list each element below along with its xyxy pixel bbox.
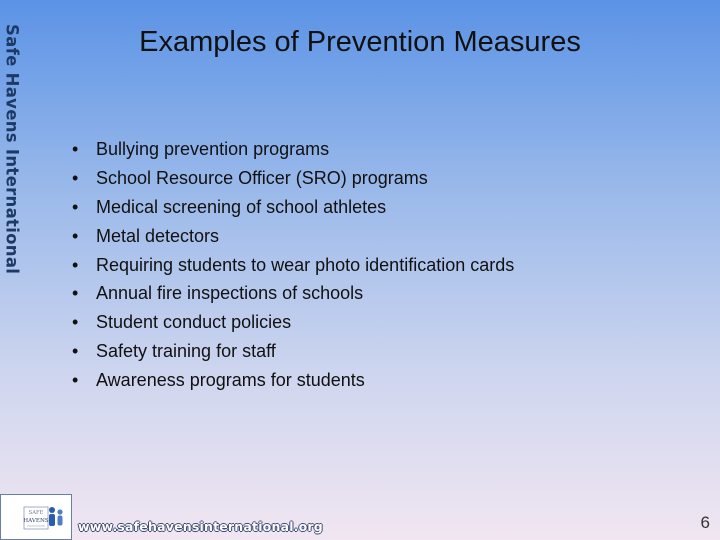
bullet-dot-icon: • (72, 254, 79, 275)
bullet-item (70, 222, 514, 251)
page-number: 6 (700, 513, 710, 532)
footer-website-url: www.safehavensinternational.org (78, 519, 323, 534)
bullet-item (70, 135, 514, 164)
vertical-brand-text-container (0, 18, 24, 280)
bullet-item (70, 308, 514, 337)
bullet-item (70, 366, 514, 395)
bullet-text: Bullying prevention programs (96, 139, 330, 159)
bullet-text: Medical screening of school athletes (96, 196, 387, 217)
logo-text-top: SAFE (28, 510, 44, 516)
bullet-item (70, 193, 514, 222)
bullet-text: Student conduct policies (96, 312, 292, 333)
vertical-brand-text: Safe Havens International (2, 23, 22, 275)
bullet-text: Annual fire inspections of schools (96, 283, 364, 304)
bullet-list (70, 135, 514, 395)
bullet-dot-icon: • (72, 225, 79, 246)
bullet-dot-icon: • (72, 341, 79, 362)
bullet-dot-icon: • (72, 370, 79, 391)
bullet-text: Awareness programs for students (96, 370, 365, 391)
bullet-dot-icon: • (72, 167, 79, 188)
bullet-dot-icon: • (72, 312, 79, 333)
logo-people-icon (47, 505, 65, 531)
slide-title: Examples of Prevention Measures (139, 26, 581, 58)
logo-emblem-icon (23, 503, 49, 533)
bullet-text: Requiring students to wear photo identification cards (96, 254, 515, 275)
bullet-text: Metal detectors (96, 225, 220, 246)
bullet-item (70, 337, 514, 366)
bullet-item (70, 279, 514, 308)
bullet-item (70, 251, 514, 280)
safe-havens-logo (0, 494, 72, 540)
bullet-dot-icon: • (72, 283, 79, 304)
bullet-dot-icon: • (72, 196, 79, 217)
logo-text-bottom: HAVENS (23, 518, 49, 524)
bullet-item (70, 164, 514, 193)
bullet-dot-icon: • (72, 139, 79, 159)
bullet-text: School Resource Officer (SRO) programs (96, 167, 428, 188)
bullet-text: Safety training for staff (96, 341, 276, 362)
